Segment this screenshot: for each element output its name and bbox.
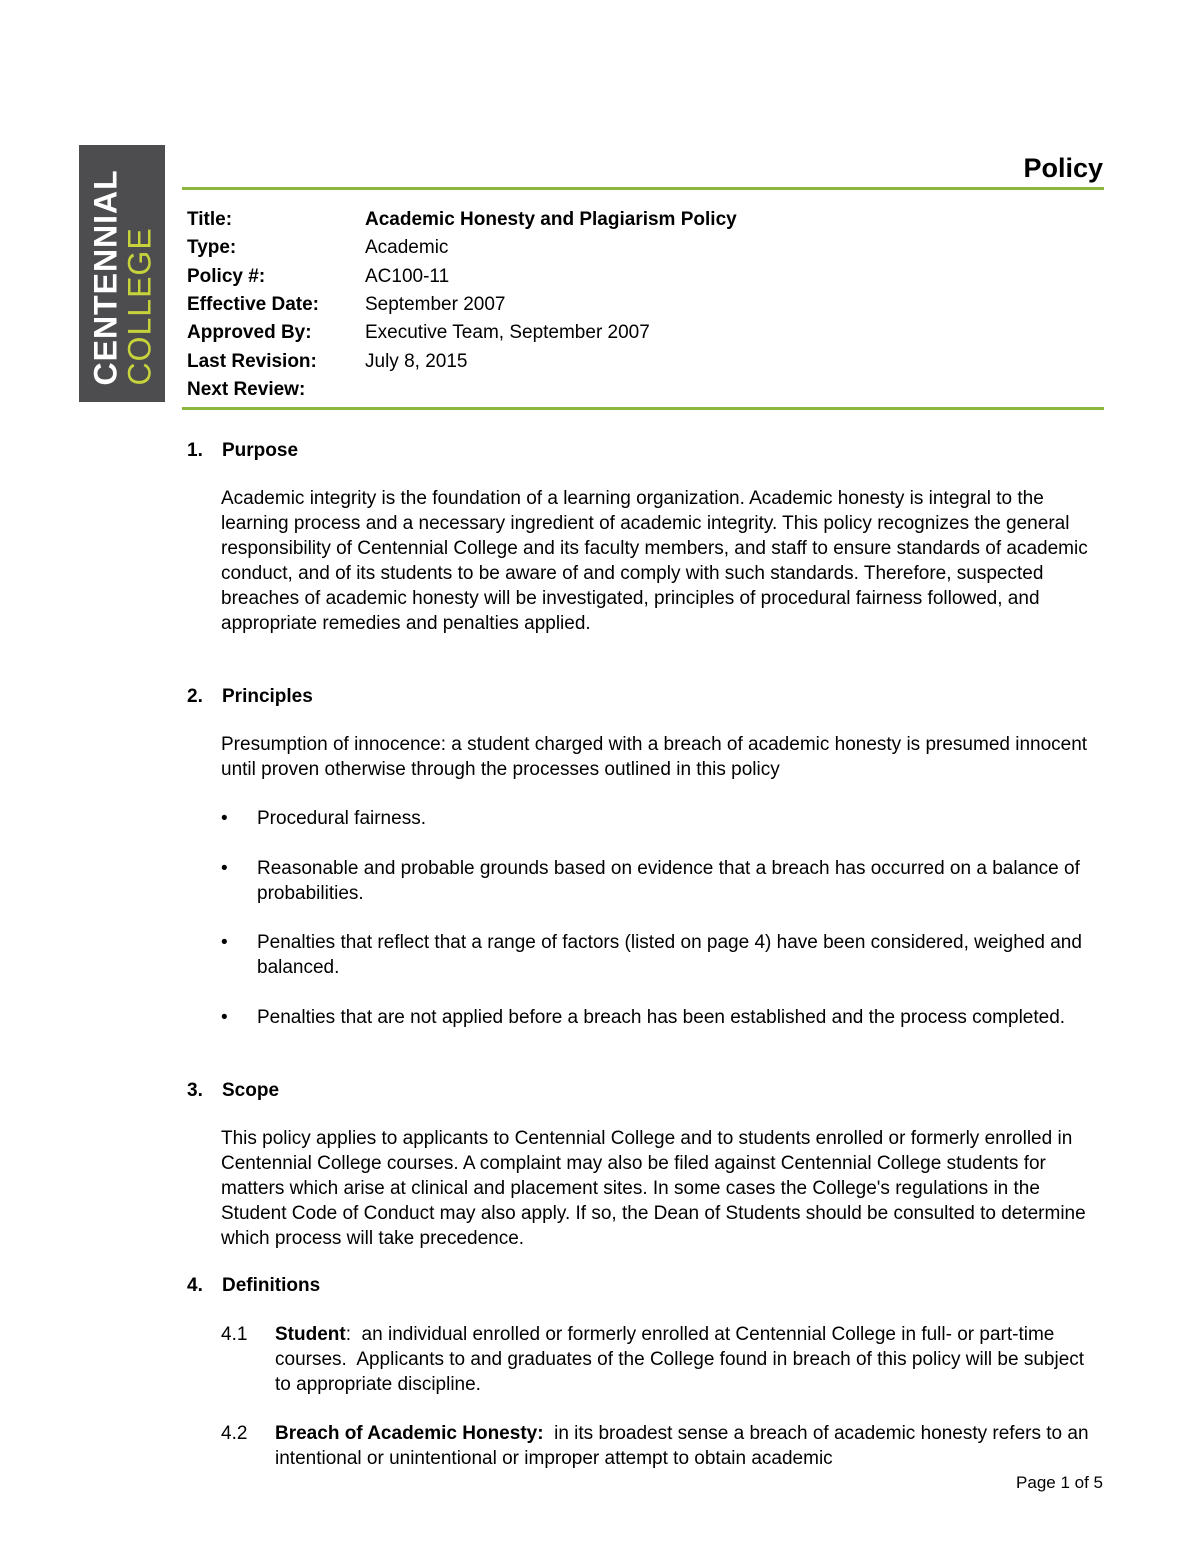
list-item-text: Penalties that reflect that a range of factors (listed on page 4) have been considered, weighed and balanced. bbox=[257, 932, 1082, 978]
bullet-icon: • bbox=[221, 1007, 228, 1028]
list-item-text: Procedural fairness. bbox=[257, 808, 426, 829]
scope-paragraph: This policy applies to applicants to Centennial College and to students enrolled or formerly enrolled in Centennial College courses. A complaint may also be filed against Centennial College students for matters which arise at clinical and placement sites. In some cases the College's regulations in the Student Code of Conduct may also apply. If so, the Dean of Students should be consulted to determine which process will take precedence. bbox=[221, 1128, 1086, 1249]
definition-text: in its broadest sense a breach of academic honesty refers to an intentional or unintentional or improper attempt to obtain academic bbox=[275, 1423, 1094, 1469]
meta-value: Academic Honesty and Plagiarism Policy bbox=[365, 209, 737, 231]
list-item bbox=[221, 1005, 1105, 1030]
meta-row-effective-date bbox=[187, 291, 737, 319]
meta-row-type bbox=[187, 234, 737, 262]
meta-label: Last Revision: bbox=[187, 350, 317, 372]
meta-label: Effective Date: bbox=[187, 294, 319, 316]
meta-value: AC100-11 bbox=[365, 265, 450, 287]
header-top-rule bbox=[182, 187, 1104, 190]
logo-wordmark bbox=[80, 145, 166, 402]
section-number: 3. bbox=[187, 1080, 203, 1101]
list-item-text: Reasonable and probable grounds based on evidence that a breach has occurred on a balance of probabilities. bbox=[257, 858, 1080, 904]
meta-row-policy-number bbox=[187, 263, 737, 291]
page-number: Page 1 of 5 bbox=[1016, 1473, 1103, 1492]
section-heading-scope bbox=[187, 1080, 279, 1102]
section-number: 2. bbox=[187, 686, 203, 707]
meta-label: Approved By: bbox=[187, 322, 312, 344]
document-type-heading: Policy bbox=[1023, 153, 1103, 183]
section-title: Purpose bbox=[222, 440, 299, 461]
section-number: 4. bbox=[187, 1275, 203, 1296]
logo-line-1: CENTENNIAL bbox=[87, 169, 124, 386]
definition-content bbox=[275, 1322, 1105, 1397]
meta-label: Type: bbox=[187, 237, 237, 259]
meta-value: Executive Team, September 2007 bbox=[365, 322, 650, 344]
bullet-icon: • bbox=[221, 932, 228, 953]
policy-metadata bbox=[187, 206, 737, 404]
purpose-paragraph: Academic integrity is the foundation of a learning organization. Academic honesty is integral to the learning process and a necessary ingredient of academic integrity. This policy recognizes the general responsibility of Centennial College and its faculty members, and staff to ensure standards of academic conduct, and of its students to be aware of and comply with such standards. Therefore, suspected breaches of academic honesty will be investigated, principles of procedural fairness followed, and appropriate remedies and penalties applied. bbox=[221, 488, 1088, 634]
section-title: Definitions bbox=[222, 1275, 321, 1296]
section-title: Principles bbox=[222, 686, 313, 707]
meta-value: September 2007 bbox=[365, 294, 506, 316]
meta-row-last-revision bbox=[187, 347, 737, 375]
meta-value: Academic bbox=[365, 237, 449, 259]
definition-content bbox=[275, 1421, 1105, 1471]
bullet-icon: • bbox=[221, 858, 228, 879]
definition-number: 4.1 bbox=[221, 1324, 248, 1345]
meta-value: July 8, 2015 bbox=[365, 350, 468, 372]
list-item bbox=[221, 806, 1105, 831]
meta-label: Policy #: bbox=[187, 265, 266, 287]
definition-text: an individual enrolled or formerly enrolled at Centennial College in full- or part-time courses. Applicants to and graduates of the College found in breach of this policy will be subject to appropriate discipline. bbox=[275, 1324, 1090, 1395]
meta-row-approved-by bbox=[187, 319, 737, 347]
definition-term: Student bbox=[275, 1324, 346, 1345]
meta-row-title bbox=[187, 206, 737, 234]
section-heading-definitions bbox=[187, 1275, 320, 1297]
list-item bbox=[221, 930, 1105, 980]
logo-line-2: COLLEGE bbox=[121, 227, 158, 386]
list-item bbox=[221, 856, 1105, 906]
section-number: 1. bbox=[187, 440, 203, 461]
meta-label: Title: bbox=[187, 209, 233, 231]
header-bottom-rule bbox=[182, 407, 1104, 410]
list-item-text: Penalties that are not applied before a breach has been established and the process completed. bbox=[257, 1007, 1066, 1028]
meta-row-next-review bbox=[187, 376, 737, 404]
section-heading-principles bbox=[187, 686, 313, 708]
meta-label: Next Review: bbox=[187, 378, 306, 400]
bullet-icon: • bbox=[221, 808, 228, 829]
college-logo bbox=[79, 145, 165, 402]
definition-number: 4.2 bbox=[221, 1423, 248, 1444]
definition-item bbox=[221, 1322, 1105, 1397]
section-title: Scope bbox=[222, 1080, 280, 1101]
section-heading-purpose bbox=[187, 440, 298, 462]
definition-term: Breach of Academic Honesty: bbox=[275, 1423, 544, 1444]
definition-item bbox=[221, 1421, 1105, 1471]
definition-separator: : bbox=[345, 1324, 351, 1345]
principles-paragraph: Presumption of innocence: a student charged with a breach of academic honesty is presumed innocent until proven otherwise through the processes outlined in this policy bbox=[221, 734, 1088, 780]
